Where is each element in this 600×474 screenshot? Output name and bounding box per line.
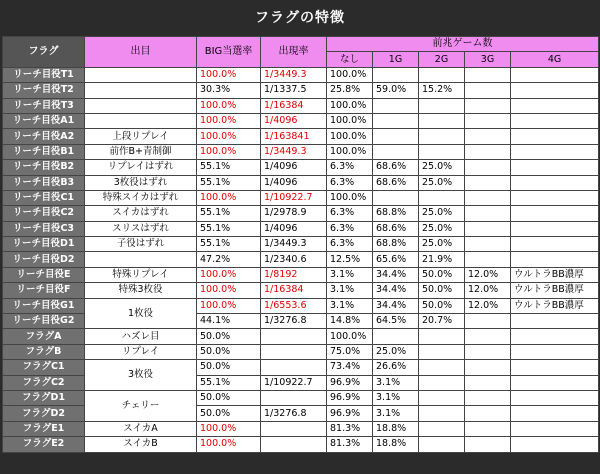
symbol-cell <box>85 252 197 267</box>
symbol-cell <box>85 67 197 82</box>
subheader-4g: 4G <box>511 52 599 67</box>
pre-4g-cell <box>511 98 599 113</box>
probability-cell: 1/10922.7 <box>261 375 327 390</box>
page-title: フラグの特徴 <box>255 10 345 26</box>
probability-cell: 1/2978.9 <box>261 206 327 221</box>
symbol-cell <box>85 113 197 128</box>
pre-2g-cell: 25.0% <box>419 237 465 252</box>
table-row <box>3 129 599 144</box>
pre-2g-cell: 50.0% <box>419 283 465 298</box>
pre-2g-cell: 50.0% <box>419 298 465 313</box>
table-row <box>3 252 599 267</box>
pre-2g-cell: 50.0% <box>419 267 465 282</box>
pre-1g-cell <box>373 144 419 159</box>
pre-4g-cell <box>511 144 599 159</box>
pre-4g-cell <box>511 406 599 421</box>
pre-3g-cell <box>465 175 511 190</box>
pre-none-cell: 100.0% <box>327 144 373 159</box>
pre-none-cell: 6.3% <box>327 221 373 236</box>
header-probability: 出現率 <box>261 37 327 68</box>
pre-3g-cell <box>465 329 511 344</box>
big-rate-cell: 100.0% <box>197 283 261 298</box>
probability-cell: 1/2340.6 <box>261 252 327 267</box>
pre-none-cell: 100.0% <box>327 329 373 344</box>
pre-1g-cell: 59.0% <box>373 83 419 98</box>
big-rate-cell: 50.0% <box>197 390 261 405</box>
pre-2g-cell: 21.9% <box>419 252 465 267</box>
pre-none-cell: 14.8% <box>327 314 373 329</box>
big-rate-cell: 100.0% <box>197 421 261 436</box>
table-row <box>3 329 599 344</box>
symbol-cell <box>85 98 197 113</box>
table-row <box>3 267 599 282</box>
pre-none-cell: 6.3% <box>327 206 373 221</box>
pre-4g-cell <box>511 314 599 329</box>
pre-3g-cell <box>465 83 511 98</box>
big-rate-cell: 44.1% <box>197 314 261 329</box>
table-row <box>3 160 599 175</box>
pre-3g-cell <box>465 67 511 82</box>
subheader-none: なし <box>327 52 373 67</box>
table-row <box>3 190 599 205</box>
big-rate-cell: 55.1% <box>197 237 261 252</box>
big-rate-cell: 50.0% <box>197 329 261 344</box>
pre-none-cell: 100.0% <box>327 98 373 113</box>
probability-cell: 1/163841 <box>261 129 327 144</box>
big-rate-cell: 55.1% <box>197 375 261 390</box>
pre-1g-cell: 34.4% <box>373 283 419 298</box>
pre-1g-cell: 68.8% <box>373 206 419 221</box>
pre-none-cell: 6.3% <box>327 160 373 175</box>
pre-2g-cell: 25.0% <box>419 221 465 236</box>
big-rate-cell: 100.0% <box>197 98 261 113</box>
subheader-1g: 1G <box>373 52 419 67</box>
pre-none-cell: 75.0% <box>327 344 373 359</box>
pre-4g-cell <box>511 83 599 98</box>
pre-none-cell: 100.0% <box>327 113 373 128</box>
probability-cell: 1/3276.8 <box>261 406 327 421</box>
big-rate-cell: 47.2% <box>197 252 261 267</box>
probability-cell <box>261 344 327 359</box>
flag-name-cell: リーチ目役G1 <box>3 298 85 313</box>
table-row <box>3 437 599 452</box>
pre-3g-cell <box>465 390 511 405</box>
pre-3g-cell <box>465 344 511 359</box>
pre-4g-cell <box>511 237 599 252</box>
probability-cell: 1/4096 <box>261 113 327 128</box>
pre-2g-cell: 25.0% <box>419 206 465 221</box>
pre-3g-cell <box>465 360 511 375</box>
pre-2g-cell <box>419 129 465 144</box>
header-row <box>3 37 599 52</box>
symbol-cell: 上段リプレイ <box>85 129 197 144</box>
pre-1g-cell: 68.6% <box>373 175 419 190</box>
pre-4g-cell <box>511 67 599 82</box>
table-row <box>3 283 599 298</box>
pre-2g-cell <box>419 344 465 359</box>
pre-1g-cell: 34.4% <box>373 298 419 313</box>
table-row <box>3 298 599 313</box>
big-rate-cell: 55.1% <box>197 206 261 221</box>
pre-1g-cell: 25.0% <box>373 344 419 359</box>
pre-none-cell: 96.9% <box>327 375 373 390</box>
pre-none-cell: 100.0% <box>327 67 373 82</box>
flag-name-cell: リーチ目役B1 <box>3 144 85 159</box>
pre-3g-cell <box>465 206 511 221</box>
table-row <box>3 360 599 375</box>
pre-3g-cell <box>465 406 511 421</box>
probability-cell: 1/4096 <box>261 175 327 190</box>
pre-2g-cell <box>419 360 465 375</box>
header-big-rate: BIG当選率 <box>197 37 261 68</box>
symbol-cell: スイカB <box>85 437 197 452</box>
pre-1g-cell: 3.1% <box>373 406 419 421</box>
symbol-cell: 子役はずれ <box>85 237 197 252</box>
pre-4g-cell <box>511 375 599 390</box>
symbol-cell: 1枚役 <box>85 298 197 329</box>
pre-1g-cell: 18.8% <box>373 421 419 436</box>
table-row <box>3 144 599 159</box>
pre-4g-cell <box>511 190 599 205</box>
pre-2g-cell <box>419 437 465 452</box>
pre-4g-cell <box>511 206 599 221</box>
flag-name-cell: リーチ目役G2 <box>3 314 85 329</box>
flag-table <box>2 36 599 453</box>
probability-cell: 1/1337.5 <box>261 83 327 98</box>
flag-name-cell: フラグA <box>3 329 85 344</box>
symbol-cell: 特殊リプレイ <box>85 267 197 282</box>
pre-4g-cell <box>511 344 599 359</box>
pre-3g-cell <box>465 98 511 113</box>
big-rate-cell: 100.0% <box>197 298 261 313</box>
flag-name-cell: リーチ目役T1 <box>3 67 85 82</box>
pre-2g-cell: 15.2% <box>419 83 465 98</box>
pre-1g-cell: 26.6% <box>373 360 419 375</box>
table-row <box>3 390 599 405</box>
pre-2g-cell: 25.0% <box>419 175 465 190</box>
symbol-cell: 特殊3枚役 <box>85 283 197 298</box>
probability-cell <box>261 390 327 405</box>
flag-name-cell: リーチ目役E <box>3 267 85 282</box>
pre-none-cell: 3.1% <box>327 267 373 282</box>
pre-4g-cell <box>511 113 599 128</box>
table-row <box>3 206 599 221</box>
pre-4g-cell <box>511 160 599 175</box>
symbol-cell: リプレイはずれ <box>85 160 197 175</box>
pre-2g-cell <box>419 98 465 113</box>
pre-3g-cell: 12.0% <box>465 267 511 282</box>
pre-none-cell: 81.3% <box>327 437 373 452</box>
pre-none-cell: 25.8% <box>327 83 373 98</box>
pre-4g-cell <box>511 360 599 375</box>
pre-1g-cell: 3.1% <box>373 375 419 390</box>
flag-name-cell: フラグD2 <box>3 406 85 421</box>
pre-4g-cell <box>511 421 599 436</box>
pre-2g-cell <box>419 329 465 344</box>
big-rate-cell: 100.0% <box>197 113 261 128</box>
symbol-cell: スイカはずれ <box>85 206 197 221</box>
probability-cell: 1/3449.3 <box>261 144 327 159</box>
flag-name-cell: リーチ目役A1 <box>3 113 85 128</box>
pre-1g-cell <box>373 113 419 128</box>
pre-4g-cell: ウルトラBB濃厚 <box>511 283 599 298</box>
table-row <box>3 237 599 252</box>
pre-1g-cell <box>373 129 419 144</box>
probability-cell: 1/4096 <box>261 221 327 236</box>
pre-4g-cell: ウルトラBB濃厚 <box>511 298 599 313</box>
symbol-cell: 3枚役 <box>85 360 197 391</box>
pre-3g-cell <box>465 221 511 236</box>
symbol-cell: スリスはずれ <box>85 221 197 236</box>
table-row <box>3 98 599 113</box>
subheader-3g: 3G <box>465 52 511 67</box>
pre-1g-cell <box>373 190 419 205</box>
pre-1g-cell <box>373 67 419 82</box>
symbol-cell: スイカA <box>85 421 197 436</box>
pre-1g-cell: 65.6% <box>373 252 419 267</box>
symbol-cell: リプレイ <box>85 344 197 359</box>
probability-cell: 1/10922.7 <box>261 190 327 205</box>
probability-cell <box>261 329 327 344</box>
big-rate-cell: 100.0% <box>197 190 261 205</box>
flag-name-cell: フラグE1 <box>3 421 85 436</box>
flag-name-cell: リーチ目役F <box>3 283 85 298</box>
big-rate-cell: 50.0% <box>197 406 261 421</box>
probability-cell: 1/8192 <box>261 267 327 282</box>
table-row <box>3 175 599 190</box>
pre-3g-cell <box>465 129 511 144</box>
probability-cell: 1/16384 <box>261 98 327 113</box>
pre-1g-cell: 34.4% <box>373 267 419 282</box>
flag-name-cell: リーチ目役C2 <box>3 206 85 221</box>
pre-2g-cell <box>419 421 465 436</box>
pre-none-cell: 73.4% <box>327 360 373 375</box>
pre-3g-cell <box>465 421 511 436</box>
pre-4g-cell <box>511 390 599 405</box>
probability-cell: 1/3449.3 <box>261 67 327 82</box>
pre-3g-cell: 12.0% <box>465 298 511 313</box>
big-rate-cell: 55.1% <box>197 160 261 175</box>
big-rate-cell: 55.1% <box>197 221 261 236</box>
pre-3g-cell <box>465 144 511 159</box>
pre-4g-cell <box>511 437 599 452</box>
pre-4g-cell <box>511 252 599 267</box>
flag-name-cell: フラグB <box>3 344 85 359</box>
symbol-cell: 特殊スイカはずれ <box>85 190 197 205</box>
pre-1g-cell: 3.1% <box>373 390 419 405</box>
flag-name-cell: フラグE2 <box>3 437 85 452</box>
pre-3g-cell <box>465 113 511 128</box>
symbol-cell: ハズレ目 <box>85 329 197 344</box>
pre-2g-cell: 25.0% <box>419 160 465 175</box>
flag-name-cell: リーチ目役T2 <box>3 83 85 98</box>
pre-4g-cell <box>511 329 599 344</box>
big-rate-cell: 100.0% <box>197 267 261 282</box>
flag-name-cell: フラグC1 <box>3 360 85 375</box>
pre-3g-cell <box>465 437 511 452</box>
pre-1g-cell: 68.6% <box>373 160 419 175</box>
pre-4g-cell: ウルトラBB濃厚 <box>511 267 599 282</box>
table-row <box>3 113 599 128</box>
pre-1g-cell: 68.8% <box>373 237 419 252</box>
pre-4g-cell <box>511 221 599 236</box>
pre-3g-cell <box>465 160 511 175</box>
pre-2g-cell <box>419 406 465 421</box>
probability-cell: 1/16384 <box>261 283 327 298</box>
table-row <box>3 67 599 82</box>
probability-cell: 1/4096 <box>261 160 327 175</box>
table-row <box>3 421 599 436</box>
symbol-cell: チェリー <box>85 390 197 421</box>
pre-1g-cell <box>373 329 419 344</box>
pre-2g-cell <box>419 390 465 405</box>
pre-none-cell: 3.1% <box>327 298 373 313</box>
pre-none-cell: 6.3% <box>327 237 373 252</box>
probability-cell <box>261 360 327 375</box>
pre-none-cell: 100.0% <box>327 129 373 144</box>
big-rate-cell: 50.0% <box>197 344 261 359</box>
pre-3g-cell <box>465 237 511 252</box>
pre-2g-cell <box>419 375 465 390</box>
big-rate-cell: 100.0% <box>197 144 261 159</box>
header-pre-games: 前兆ゲーム数 <box>327 37 599 52</box>
pre-3g-cell <box>465 252 511 267</box>
pre-3g-cell <box>465 190 511 205</box>
probability-cell <box>261 437 327 452</box>
flag-name-cell: リーチ目役C3 <box>3 221 85 236</box>
pre-none-cell: 100.0% <box>327 190 373 205</box>
flag-name-cell: リーチ目役B2 <box>3 160 85 175</box>
big-rate-cell: 100.0% <box>197 129 261 144</box>
pre-2g-cell <box>419 190 465 205</box>
table-row <box>3 83 599 98</box>
header-symbol: 出目 <box>85 37 197 68</box>
pre-3g-cell <box>465 375 511 390</box>
pre-none-cell: 6.3% <box>327 175 373 190</box>
big-rate-cell: 30.3% <box>197 83 261 98</box>
symbol-cell: 前作B+青制御 <box>85 144 197 159</box>
pre-none-cell: 3.1% <box>327 283 373 298</box>
big-rate-cell: 100.0% <box>197 437 261 452</box>
header-flag: フラグ <box>3 37 85 68</box>
flag-name-cell: リーチ目役B3 <box>3 175 85 190</box>
pre-2g-cell <box>419 113 465 128</box>
pre-none-cell: 81.3% <box>327 421 373 436</box>
pre-1g-cell: 64.5% <box>373 314 419 329</box>
pre-3g-cell <box>465 314 511 329</box>
pre-none-cell: 12.5% <box>327 252 373 267</box>
pre-1g-cell: 68.6% <box>373 221 419 236</box>
flag-name-cell: リーチ目役C1 <box>3 190 85 205</box>
pre-1g-cell <box>373 98 419 113</box>
big-rate-cell: 50.0% <box>197 360 261 375</box>
symbol-cell: 3枚役はずれ <box>85 175 197 190</box>
flag-name-cell: リーチ目役A2 <box>3 129 85 144</box>
flag-name-cell: フラグC2 <box>3 375 85 390</box>
pre-2g-cell <box>419 67 465 82</box>
probability-cell: 1/3276.8 <box>261 314 327 329</box>
table-row <box>3 221 599 236</box>
flag-name-cell: リーチ目役D2 <box>3 252 85 267</box>
table-body <box>3 67 599 452</box>
big-rate-cell: 100.0% <box>197 67 261 82</box>
probability-cell: 1/3449.3 <box>261 237 327 252</box>
symbol-cell <box>85 83 197 98</box>
pre-2g-cell <box>419 144 465 159</box>
flag-name-cell: リーチ目役T3 <box>3 98 85 113</box>
table-row <box>3 344 599 359</box>
pre-4g-cell <box>511 175 599 190</box>
pre-4g-cell <box>511 129 599 144</box>
probability-cell: 1/6553.6 <box>261 298 327 313</box>
pre-3g-cell: 12.0% <box>465 283 511 298</box>
subheader-2g: 2G <box>419 52 465 67</box>
probability-cell <box>261 421 327 436</box>
pre-none-cell: 96.9% <box>327 406 373 421</box>
flag-name-cell: フラグD1 <box>3 390 85 405</box>
pre-none-cell: 96.9% <box>327 390 373 405</box>
pre-1g-cell: 18.8% <box>373 437 419 452</box>
big-rate-cell: 55.1% <box>197 175 261 190</box>
flag-name-cell: リーチ目役D1 <box>3 237 85 252</box>
pre-2g-cell: 20.7% <box>419 314 465 329</box>
